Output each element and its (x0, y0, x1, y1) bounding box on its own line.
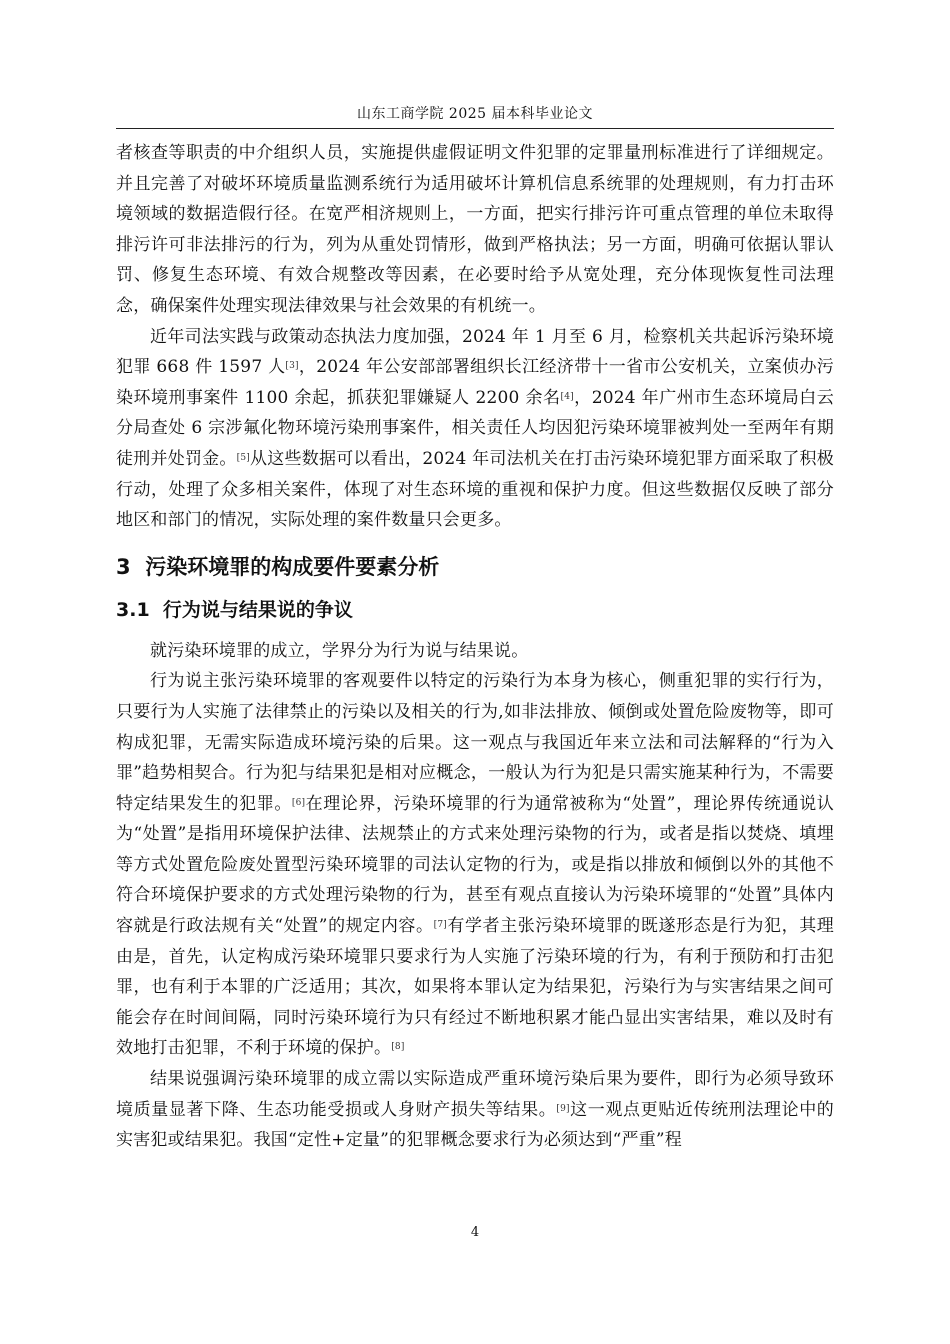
text-run: 近年司法实践与政策动态执法力度加强，2024 年 1 月至 6 月，检察机关共起诉污染环境犯罪 668 件 1597 人 (116, 326, 834, 378)
citation-3[interactable]: [3] (285, 361, 299, 372)
subsection-number: 3.1 (116, 598, 150, 621)
body-text (116, 138, 834, 1156)
text-run: ，2024 年广州市生态环境局白云分局查处 6 宗涉氟化物环境污染刑事案件，相关责任人均因犯污染环境罪被判处一至两年有期徒刑并处罚金。 (116, 387, 834, 469)
citation-5[interactable]: [5] (236, 452, 251, 463)
text-run: 行为说主张污染环境罪的客观要件以特定的污染行为本身为核心，侧重犯罪的实行行为，只要行为人实施了法律禁止的污染以及相关的行为,如非法排放、倾倒或处置危险废物等，即可构成犯罪，无需实际造成环境污染的后果。这一观点与我国近年来立法和司法解释的“行为入罪”趋势相契合。行为犯与结果犯是相对应概念，一般认为行为犯是只需实施某种行为，不需要特定结果发生的犯罪。 (116, 671, 834, 814)
text-run: 结果说强调污染环境罪的成立需以实际造成严重环境污染后果为要件，即行为必须导致环境质量显著下降、生态功能受损或人身财产损失等结果。 (116, 1069, 834, 1120)
citation-8[interactable]: [8] (391, 1042, 405, 1053)
running-header: 山东工商学院 2025 届本科毕业论文 (356, 106, 594, 122)
paragraph-continued: 者核查等职责的中介组织人员，实施提供虚假证明文件犯罪的定罪量刑标准进行了详细规定。并且完善了对破坏环境质量监测系统行为适用破坏计算机信息系统罪的处理规则，有力打击环境领域的数据造假行径。在宽严相济规则上，一方面，把实行排污许可重点管理的单位未取得排污许可非法排污的行为，列为从重处罚情形，做到严格执法；另一方面，明确可依据认罪认罚、修复生态环境、有效合规整改等因素，在必要时给予从宽处理，充分体现恢复性司法理念，确保案件处理实现法律效果与社会效果的有机统一。 (116, 143, 834, 316)
section-number: 3 (116, 554, 131, 579)
header-divider (116, 128, 834, 129)
text-run: 在理论界，污染环境罪的行为通常被称为“处置”，理论界传统通说认为“处置”是指用环境保护法律、法规禁止的方式来处理污染物的行为，或者是指以焚烧、填埋等方式处置危险废处置型污染环境罪的司法认定物的行为，或是指以排放和倾倒以外的其他不符合环境保护要求的方式处理污染物的行为，甚至有观点直接认为污染环境罪的“处置”具体内容就是行政法规有关“处置”的规定内容。 (116, 793, 834, 937)
citation-9[interactable]: [9] (556, 1103, 570, 1114)
paragraph-conduct-theory (116, 666, 834, 1064)
paragraph-judicial-data (116, 322, 834, 536)
text-run: ，2024 年公安部部署组织长江经济带十一省市公安机关，立案侦办污染环境刑事案件 1100 余起，抓获犯罪嫌疑人 2200 余名 (116, 357, 834, 408)
citation-7[interactable]: [7] (433, 920, 447, 931)
text-run: 这一观点更贴近传统刑法理论中的实害犯或结果犯。我国“定性+定量”的犯罪概念要求行为必须达到“严重”程 (116, 1099, 835, 1151)
citation-4[interactable]: [4] (560, 391, 574, 402)
paragraph-result-theory (116, 1064, 834, 1156)
paragraph-intro-debate: 就污染环境罪的成立，学界分为行为说与结果说。 (150, 640, 529, 661)
section-title: 污染环境罪的构成要件要素分析 (145, 554, 440, 579)
section-heading (116, 536, 834, 592)
text-run: 有学者主张污染环境罪的既遂形态是行为犯，其理由是，首先，认定构成污染环境罪只要求行为人实施了污染环境的行为，有利于预防和打击犯罪，也有利于本罪的广泛适用；其次，如果将本罪认定为结果犯，污染行为与实害结果之间可能会存在时间间隔，同时污染环境行为只有经过不断地积累才能凸显出实害结果，难以及时有效地打击犯罪，不利于环境的保护。 (116, 916, 834, 1059)
subsection-heading (116, 592, 834, 636)
subsection-title: 行为说与结果说的争议 (162, 598, 353, 621)
citation-6[interactable]: [6] (291, 797, 306, 808)
text-run: 从这些数据可以看出，2024 年司法机关在打击污染环境犯罪方面采取了积极行动，处理了众多相关案件，体现了对生态环境的重视和保护力度。但这些数据仅反映了部分地区和部门的情况，实际处理的案件数量只会更多。 (116, 448, 834, 531)
page-number: 4 (470, 1225, 480, 1240)
